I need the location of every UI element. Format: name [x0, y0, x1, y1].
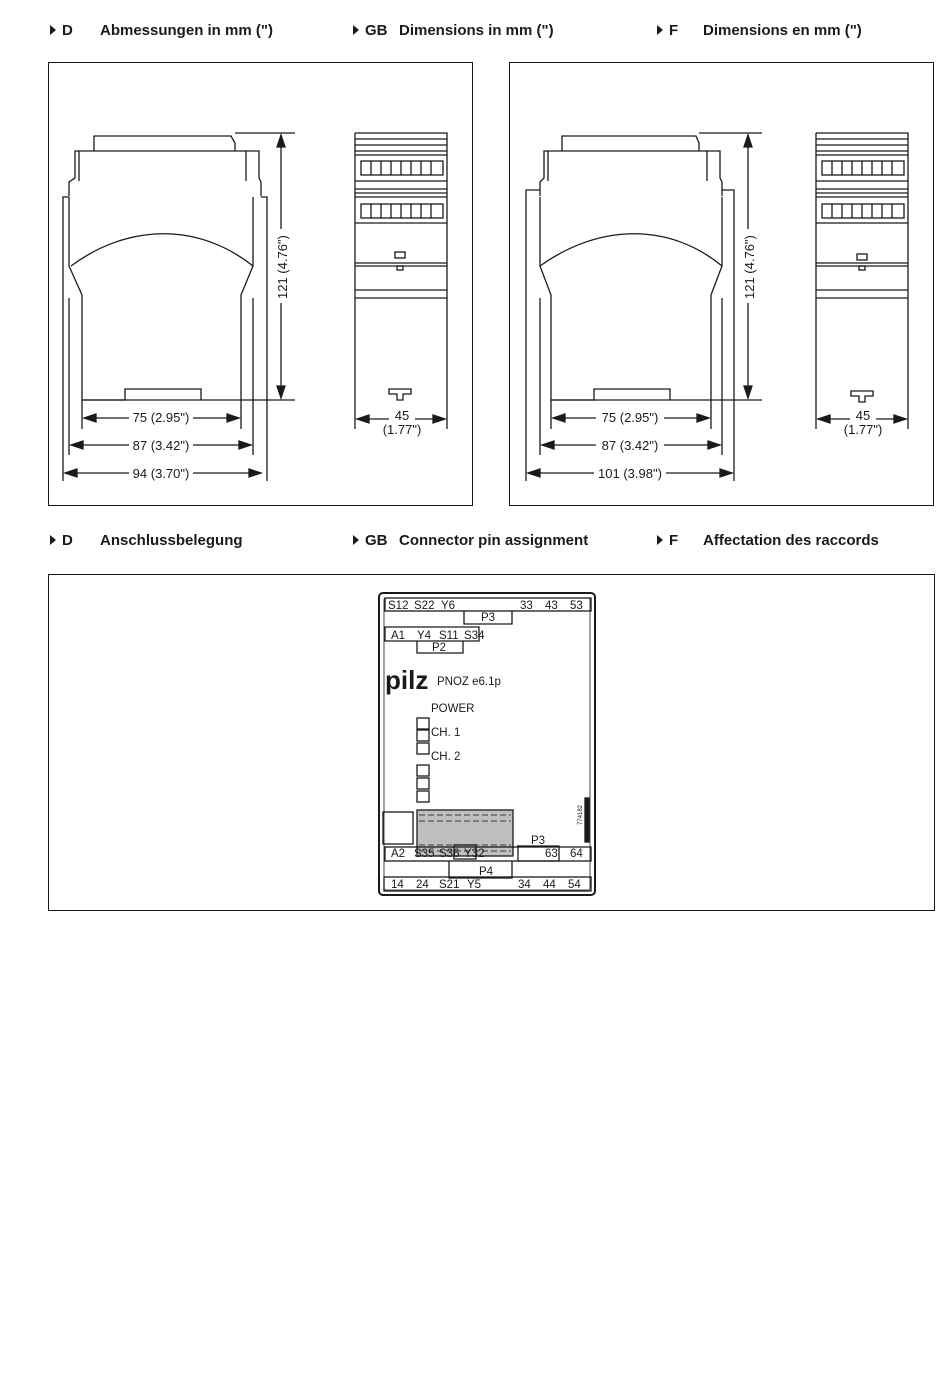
header-connectors-fr: [657, 530, 879, 550]
led-label-ch2: CH. 2: [431, 751, 461, 763]
lang-code: D: [62, 21, 73, 39]
side-width-label: 45: [855, 408, 871, 423]
pin-label: S35: [414, 848, 435, 860]
header-dimensions-gb: [353, 20, 554, 40]
pin-label: 33: [520, 600, 533, 612]
header-title: Abmessungen in mm ("): [100, 21, 273, 39]
bullet-arrow-icon: [50, 25, 56, 35]
width-total-label: 101 (3.98"): [598, 466, 662, 481]
pin-label: A2: [391, 848, 406, 860]
side-width-inch-label: (1.77"): [843, 422, 883, 437]
pin-label: A1: [391, 630, 406, 642]
bullet-arrow-icon: [50, 535, 56, 545]
header-title: Affectation des raccords: [703, 531, 879, 549]
header-connectors-gb: [353, 530, 588, 550]
lang-code: GB: [365, 531, 388, 549]
pin-label: 34: [518, 879, 531, 891]
header-title: Connector pin assignment: [399, 531, 589, 549]
connector-label: P3: [481, 612, 496, 624]
led-label-ch1: CH. 1: [431, 727, 461, 739]
pin-label: 43: [545, 600, 558, 612]
width-75-label: 75 (2.95"): [132, 410, 190, 425]
pin-label: 54: [568, 879, 581, 891]
bullet-arrow-icon: [657, 535, 663, 545]
connector-label: P3: [531, 835, 546, 847]
header-title: Dimensions in mm ("): [399, 21, 554, 39]
width-75-label: 75 (2.95"): [601, 410, 659, 425]
width-87-label: 87 (3.42"): [601, 438, 659, 453]
header-title: Anschlussbelegung: [100, 531, 243, 549]
connector-assignment-box: [48, 574, 935, 911]
dimension-drawing-left-svg: [49, 63, 474, 507]
pin-label: 63: [545, 848, 558, 860]
pin-label: S22: [414, 600, 435, 612]
pin-label: 53: [570, 600, 583, 612]
dimension-drawing-left: [48, 62, 473, 506]
front-panel-svg: [49, 575, 936, 912]
pin-label: S36: [439, 848, 460, 860]
pin-label: Y5: [467, 879, 482, 891]
lang-code: F: [669, 531, 679, 549]
header-connectors-de: [50, 530, 243, 550]
pin-label: 64: [570, 848, 583, 860]
side-width-label: 45: [394, 408, 410, 423]
pin-label: 44: [543, 879, 556, 891]
width-87-label: 87 (3.42"): [132, 438, 190, 453]
pin-label: Y4: [417, 630, 432, 642]
lang-code: D: [62, 531, 73, 549]
bullet-arrow-icon: [353, 535, 359, 545]
connector-label: P2: [432, 642, 447, 654]
led-label-power: POWER: [431, 703, 475, 715]
pin-label: S11: [439, 630, 459, 642]
pin-label: S34: [464, 630, 485, 642]
pin-label: 24: [416, 879, 429, 891]
pin-label: S12: [388, 600, 409, 612]
bullet-arrow-icon: [657, 25, 663, 35]
pin-label: 14: [391, 879, 404, 891]
dimension-drawing-right-svg: [510, 63, 935, 507]
pilz-logo: pilz: [385, 665, 429, 695]
dimension-drawing-right: [509, 62, 934, 506]
side-code: 774182: [578, 804, 584, 825]
bullet-arrow-icon: [353, 25, 359, 35]
model-label: PNOZ e6.1p: [437, 676, 501, 688]
pin-label: S21: [439, 879, 460, 891]
header-dimensions-fr: [657, 20, 862, 40]
pin-label: Y32: [464, 848, 485, 860]
side-width-inch-label: (1.77"): [382, 422, 422, 437]
header-dimensions-de: [50, 20, 273, 40]
height-dimension-label: 121 (4.76"): [742, 235, 757, 299]
width-total-label: 94 (3.70"): [132, 466, 190, 481]
header-title: Dimensions en mm ("): [703, 21, 862, 39]
height-dimension-label: 121 (4.76"): [275, 235, 290, 299]
lang-code: F: [669, 21, 679, 39]
connector-label: P4: [479, 866, 494, 878]
lang-code: GB: [365, 21, 388, 39]
pin-label: Y6: [441, 600, 456, 612]
